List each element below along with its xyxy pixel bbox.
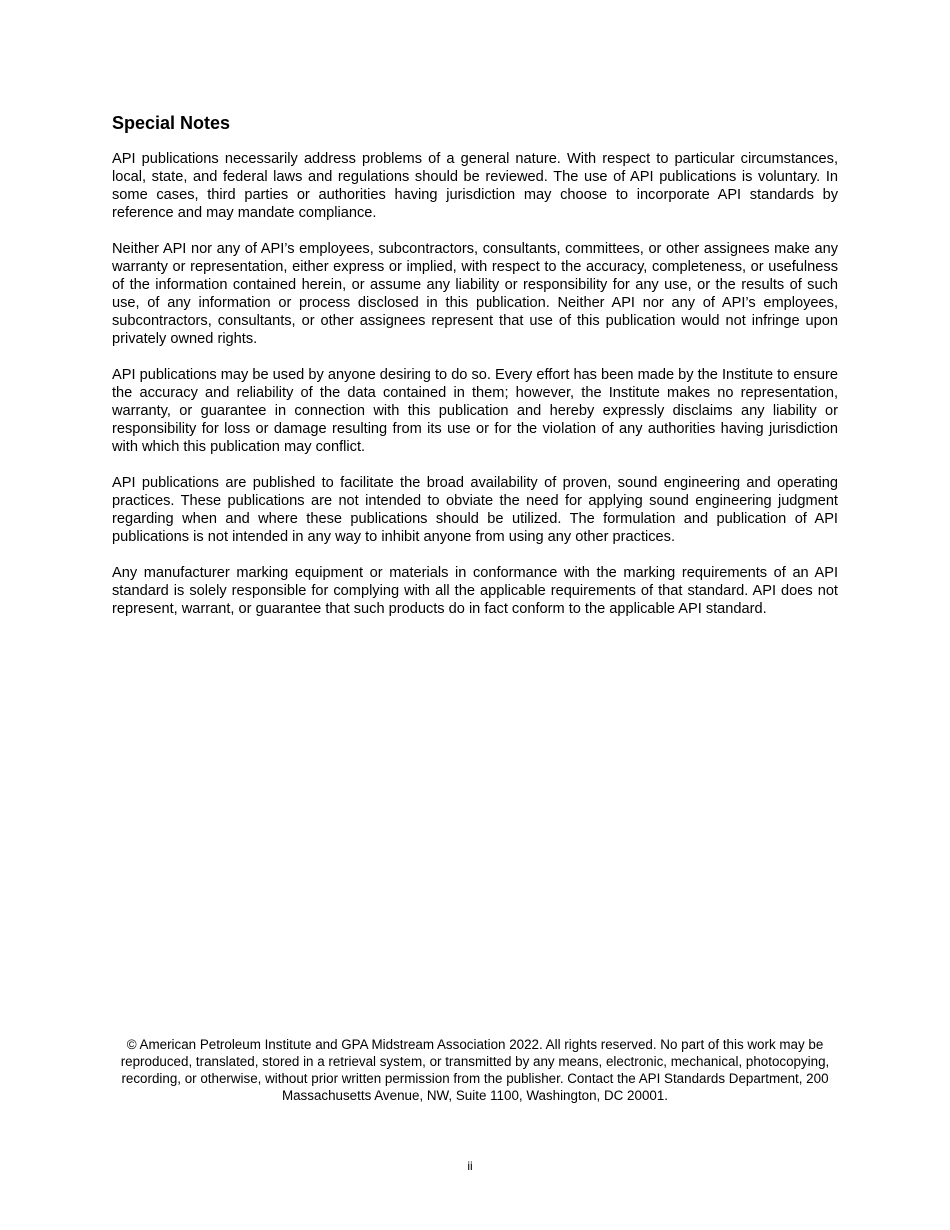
copyright-notice: © American Petroleum Institute and GPA Midstream Association 2022. All rights reserved. No part of this work may be reproduced, translated, stored in a retrieval system, or transmitted by any means, electronic, mechanical, photocopying, recording, or otherwise, without prior written permission from the publisher. Contact the API Standards Department, 200 Massachusetts Avenue, NW, Suite 1100, Washington, DC 20001. bbox=[120, 1037, 830, 1103]
paragraph-1: API publications necessarily address problems of a general nature. With respect to particular circumstances, local, state, and federal laws and regulations should be reviewed. The use of API publications is voluntary. In some cases, third parties or authorities having jurisdiction may choose to incorporate API standards by reference and may mandate compliance. bbox=[112, 151, 838, 221]
paragraph-5: Any manufacturer marking equipment or materials in conformance with the marking requirements of an API standard is solely responsible for complying with all the applicable requirements of that standard. API does not represent, warrant, or guarantee that such products do in fact conform to the applicable API standard. bbox=[112, 565, 838, 617]
section-heading: Special Notes bbox=[112, 113, 231, 133]
paragraph-4: API publications are published to facilitate the broad availability of proven, sound engineering and operating practices. These publications are not intended to obviate the need for applying sound engineering judgment regarding when and where these publications should be utilized. The formulation and publication of API publications is not intended in any way to inhibit anyone from using any other practices. bbox=[112, 475, 838, 545]
paragraph-2: Neither API nor any of API’s employees, subcontractors, consultants, committees, or other assignees make any warranty or representation, either express or implied, with respect to the accuracy, completeness, or usefulness of the information contained herein, or assume any liability or responsibility for any use, or the results of such use, of any information or process disclosed in this publication. Neither API nor any of API’s employees, subcontractors, consultants, or other assignees represent that use of this publication would not infringe upon privately owned rights. bbox=[112, 241, 838, 347]
page-content bbox=[112, 112, 838, 636]
paragraph-3: API publications may be used by anyone desiring to do so. Every effort has been made by the Institute to ensure the accuracy and reliability of the data contained in them; however, the Institute makes no representation, warranty, or guarantee in connection with this publication and hereby expressly disclaims any liability or responsibility for loss or damage resulting from its use or for the violation of any authorities having jurisdiction with which this publication may conflict. bbox=[112, 367, 838, 455]
page-number: ii bbox=[467, 1159, 473, 1173]
